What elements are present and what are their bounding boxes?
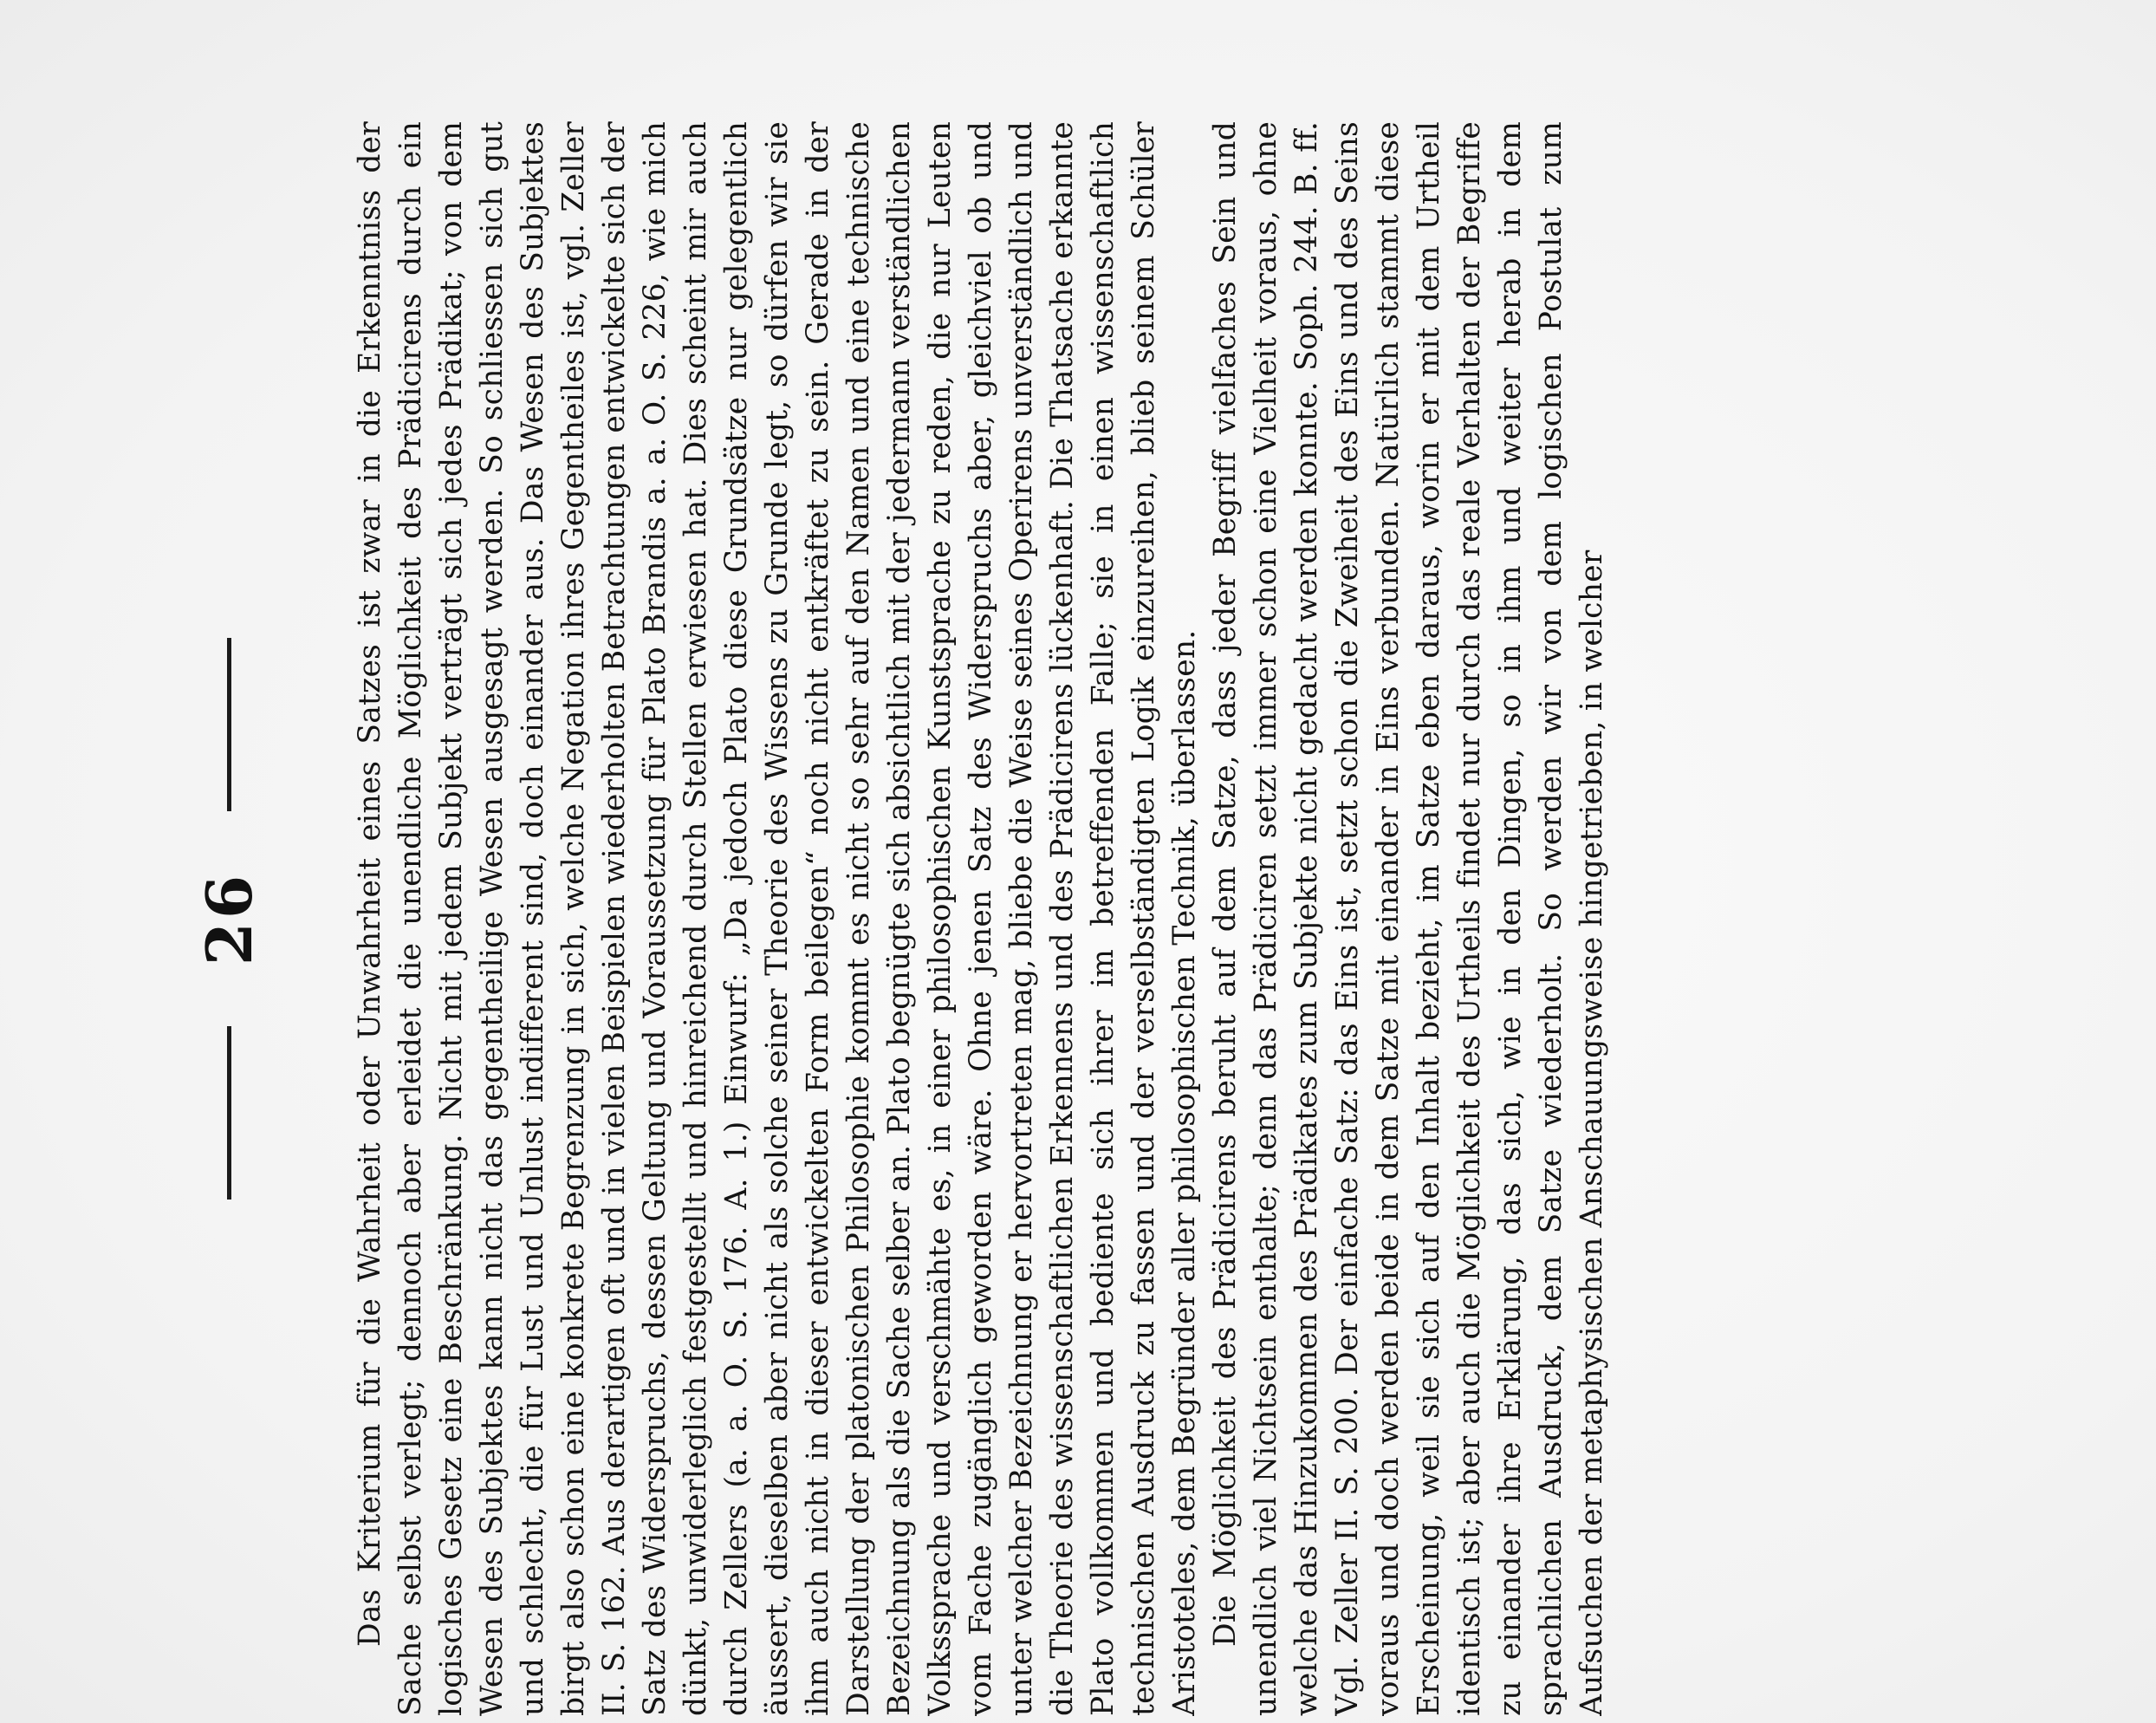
body-text <box>350 121 1875 1716</box>
header-rule-left <box>227 1026 231 1200</box>
rotated-book-page <box>177 121 1875 1716</box>
page-number: 26 <box>192 871 266 966</box>
paragraph-1: Das Kriterium für die Wahrheit oder Unwahrheit eines Satzes ist zwar in die Erkenntniss der Sache selbst verlegt; dennoch aber erleidet die unendliche Möglichkeit des Prädicirens durch ein logisches Gesetz eine Beschränkung. Nicht mit jedem Subjekt verträgt sich jedes Prädikat; von dem Wesen des Subjektes kann nicht das gegentheilige Wesen ausgesagt werden. So schliessen sich gut und schlecht, die für Lust und Unlust indifferent sind, doch einander aus. Das Wesen des Subjektes birgt also schon eine konkrete Begrenzung in sich, welche Negation ihres Gegentheiles ist, vgl. Zeller II. S. 162. Aus derartigen oft und in vielen Beispielen wiederholten Betrachtungen entwickelte sich der Satz des Widerspruchs, dessen Geltung und Voraussetzung für Plato Brandis a. a. O. S. 226, wie mich dünkt, unwiderleglich festgestellt und hinreichend durch Stellen erwiesen hat. Dies scheint mir auch durch Zellers (a. a. O. S. 176. A. 1.) Einwurf: „Da jedoch Plato diese Grundsätze nur gelegentlich äussert, dieselben aber nicht als solche seiner Theorie des Wissens zu Grunde legt, so dürfen wir sie ihm auch nicht in dieser entwickelten Form beilegen“ noch nicht entkräftet zu sein. Gerade in der Darstellung der platonischen Philosophie kommt es nicht so sehr auf den Namen und eine technische Bezeichnung als die Sache selber an. Plato begnügte sich absichtlich mit der jedermann verständlichen Volkssprache und verschmähte es, in einer philosophischen Kunstsprache zu reden, die nur Leuten vom Fache zugänglich geworden wäre. Ohne jenen Satz des Widerspruchs aber, gleichviel ob und unter welcher Bezeichnung er hervortreten mag, bliebe die Weise seines Operirens unverständlich und die Theorie des wissenschaftlichen Erkennens und des Prädicirens lückenhaft. Die Thatsache erkannte Plato vollkommen und bediente sich ihrer im betreffenden Falle; sie in einen wissenschaftlich technischen Ausdruck zu fassen und der verselbständigten Logik einzureihen, blieb seinem Schüler Aristoteles, dem Begründer aller philosophischen Technik, überlassen. <box>353 121 1202 1716</box>
paragraph-2: Die Möglichkeit des Prädicirens beruht auf dem Satze, dass jeder Begriff vielfaches Sein und unendlich viel Nichtsein enthalte; denn das Prädiciren setzt immer schon eine Vielheit voraus, ohne welche das Hinzukommen des Prädikates zum Subjekte nicht gedacht werden konnte. Soph. 244. B. ff. Vgl. Zeller II. S. 200. Der einfache Satz: das Eins ist, setzt schon die Zweiheit des Eins und des Seins voraus und doch werden beide in dem Satze mit einander in Eins verbunden. Natürlich stammt diese Erscheinung, weil sie sich auf den Inhalt bezieht, im Satze eben daraus, worin er mit dem Urtheil identisch ist; aber auch die Möglichkeit des Urtheils findet nur durch das reale Verhalten der Begriffe zu einander ihre Erklärung, das sich, wie in den Dingen, so in ihm und weiter herab in dem sprachlichen Ausdruck, dem Satze wiederholt. So werden wir von dem logischen Postulat zum Aufsuchen der metaphysischen Anschauungsweise hingetrieben, in welcher <box>1208 121 1609 1716</box>
header-rule-right <box>227 638 231 811</box>
page-header <box>177 121 281 1716</box>
